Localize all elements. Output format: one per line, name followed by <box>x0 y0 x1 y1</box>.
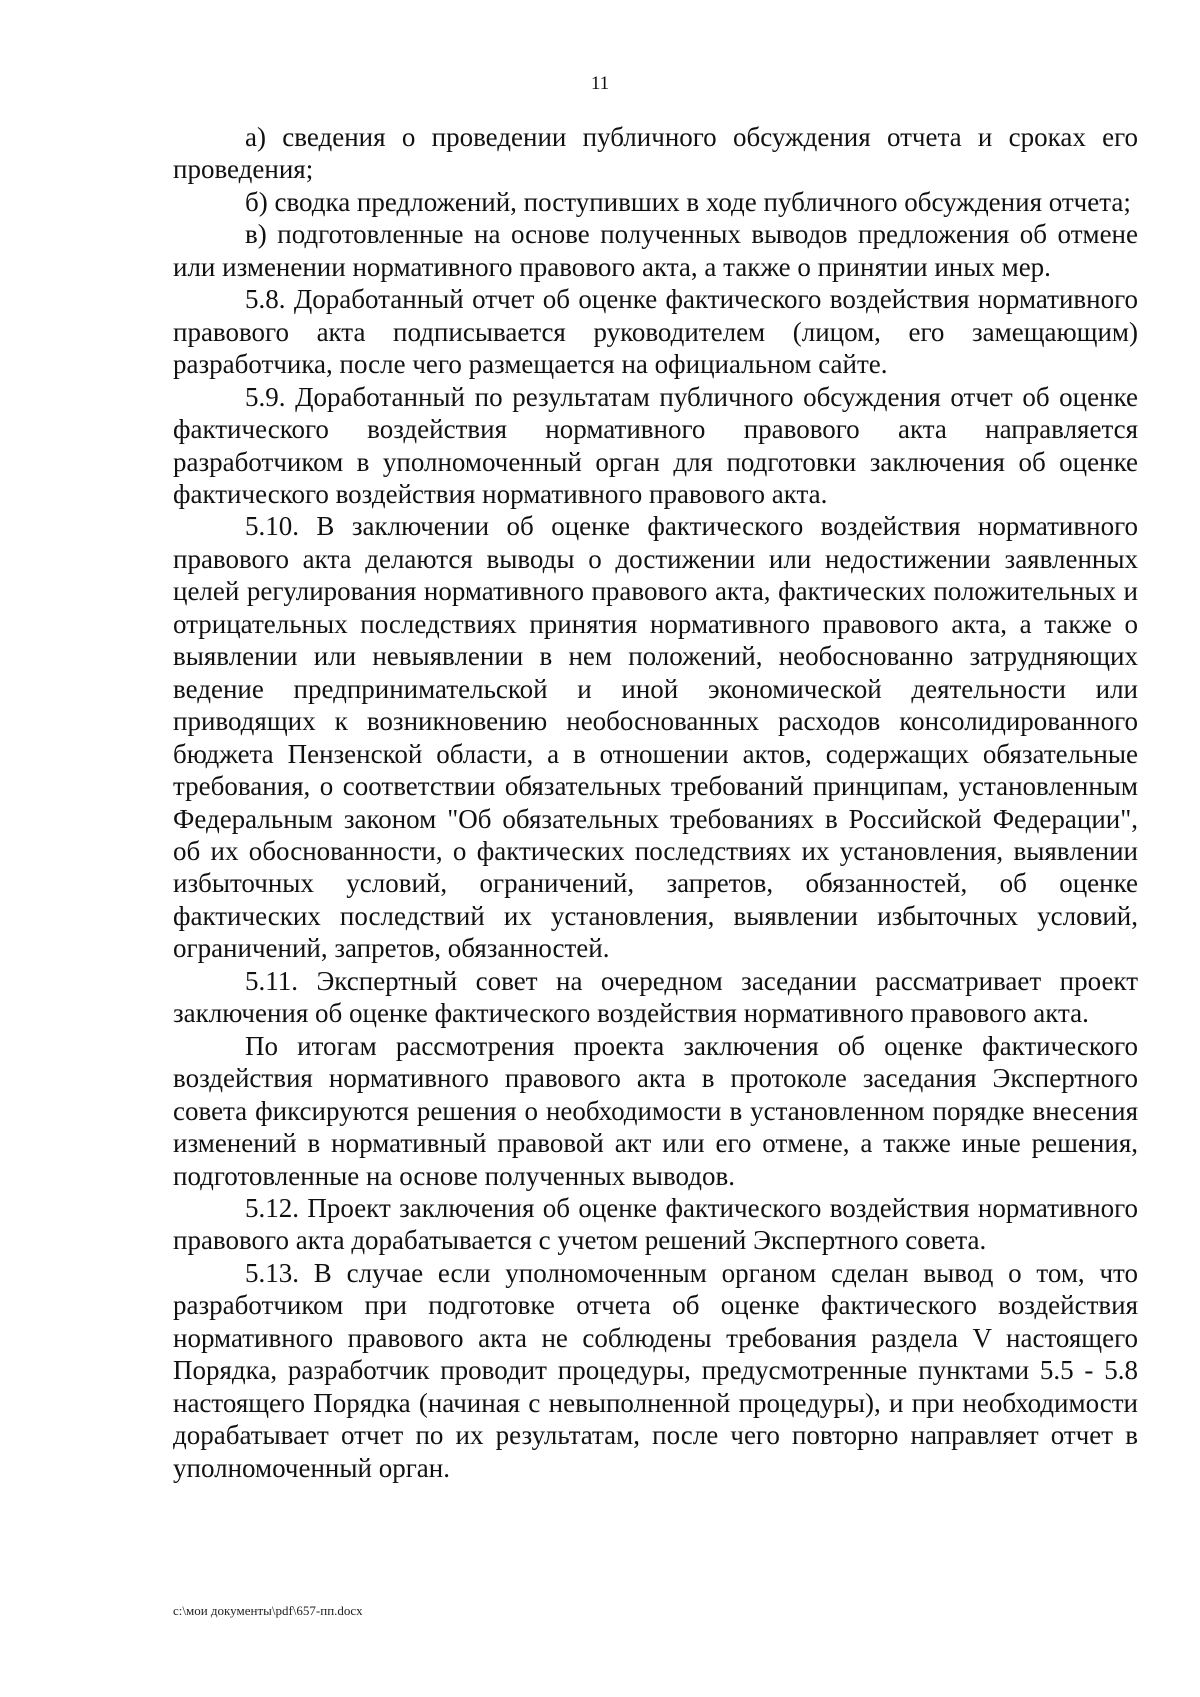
footer-file-path: c:\мои документы\pdf\657-пп.docx <box>173 1603 363 1618</box>
page-number: 11 <box>590 73 610 94</box>
paragraph-5-12: 5.12. Проект заключения об оценке фактического воздействия нормативного правового акта дорабатывается с учетом решений Экспертного совета. <box>173 1192 1138 1256</box>
paragraph-5-10: 5.10. В заключении об оценке фактического воздействия нормативного правового акта делаются выводы о достижении или недостижении заявленных целей регулирования нормативного правового акта, фактических положительных и отрицательных последствиях принятия нормативного правового акта, а также о выявлении или невыявлении в нем положений, необоснованно затрудняющих ведение предпринимательской и иной экономической деятельности или приводящих к возникновению необоснованных расходов консолидированного бюджета Пензенской области, а в отношении актов, содержащих обязательные требования, о соответствии обязательных требований принципам, установленным Федеральным законом "Об обязательных требованиях в Российской Федерации", об их обоснованности, о фактических последствиях их установления, выявлении избыточных условий, ограничений, запретов, обязанностей, об оценке фактических последствий их установления, выявлении избыточных условий, ограничений, запретов, обязанностей. <box>173 511 1138 964</box>
paragraph-item-a: а) сведения о проведении публичного обсуждения отчета и сроках его проведения; <box>173 122 1138 185</box>
paragraph-item-v: в) подготовленные на основе полученных выводов предложения об отмене или изменении нормативного правового акта, а также о принятии иных мер. <box>173 219 1138 282</box>
paragraph-5-8: 5.8. Доработанный отчет об оценке фактического воздействия нормативного правового акта подписывается руководителем (лицом, его замещающим) разработчика, после чего размещается на официальном сайте. <box>173 284 1138 380</box>
paragraph-5-11-continued: По итогам рассмотрения проекта заключения об оценке фактического воздействия нормативного правового акта в протоколе заседания Экспертного совета фиксируются решения о необходимости в установленном порядке внесения изменений в нормативный правовой акт или его отмене, а также иные решения, подготовленные на основе полученных выводов. <box>173 1030 1138 1191</box>
paragraph-item-b: б) сводка предложений, поступивших в ходе публичного обсуждения отчета; <box>245 186 1131 217</box>
paragraph-5-9: 5.9. Доработанный по результатам публичного обсуждения отчет об оценке фактического воздействия нормативного правового акта направляется разработчиком в уполномоченный орган для подготовки заключения об оценке фактического воздействия нормативного правового акта. <box>173 381 1138 509</box>
paragraph-5-11: 5.11. Экспертный совет на очередном заседании рассматривает проект заключения об оценке фактического воздействия нормативного правового акта. <box>173 965 1138 1029</box>
paragraph-5-13: 5.13. В случае если уполномоченным органом сделан вывод о том, что разработчиком при подготовке отчета об оценке фактического воздействия нормативного правового акта не соблюдены требования раздела V настоящего Порядка, разработчик проводит процедуры, предусмотренные пунктами 5.5 - 5.8 настоящего Порядка (начиная с невыполненной процедуры), и при необходимости дорабатывает отчет по их результатам, после чего повторно направляет отчет в уполномоченный орган. <box>173 1257 1138 1483</box>
document-body <box>173 121 1138 1484</box>
